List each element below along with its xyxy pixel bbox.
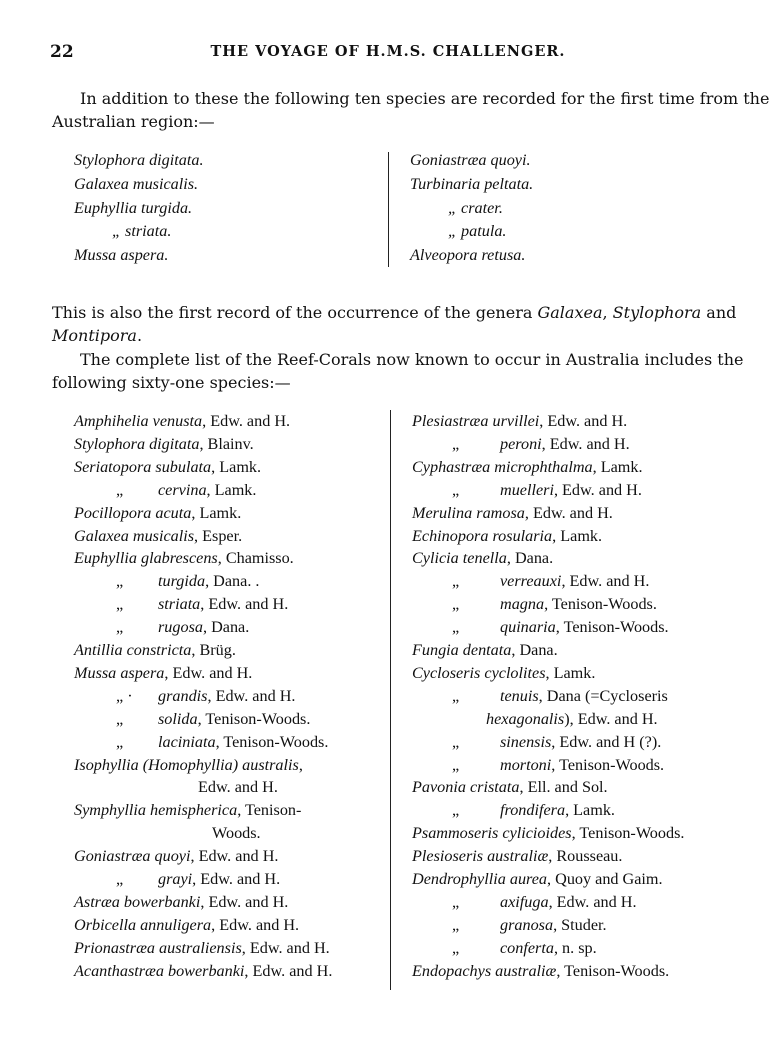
ditto-mark: „ [452, 686, 460, 705]
species-authority: , Lamk. [592, 457, 643, 476]
species-authority: , Edw. and H. [561, 572, 650, 591]
species-name: Orbicella annuligera [74, 915, 212, 934]
species-entry: Alveopora retusa. [410, 246, 526, 265]
species-name: muelleri [500, 480, 554, 499]
species-authority: , Esper. [194, 526, 243, 545]
complete-list-intro-1: The complete list of the Reef-Corals now known to occur in Australia includes the [80, 350, 744, 369]
ditto-mark: „ [452, 480, 460, 499]
species-name: Pavonia cristata [412, 778, 520, 797]
species-authority: , Tenison-Woods. [571, 824, 685, 843]
species-entry: Goniastræa quoyi. [410, 151, 531, 169]
ditto-mark: „ [116, 870, 124, 888]
species-authority: , Lamk. [211, 457, 262, 476]
species-authority: , Tenison- [237, 801, 302, 820]
intro-line-1: In addition to these the following ten species are recorded for the first time from the [80, 89, 770, 108]
species-authority: , Edw. and H. [207, 686, 296, 705]
species-name: sinensis [500, 732, 552, 751]
species-name: hexagonalis [486, 709, 565, 728]
species-authority: , Edw. and H. [200, 892, 289, 911]
species-authority: , Brüg. [191, 641, 236, 659]
species-name: peroni [500, 434, 542, 453]
ditto-mark: „ [452, 915, 460, 934]
species-authority: , Tenison-Woods. [551, 755, 665, 774]
species-authority: , Edw. and H (?). [551, 732, 662, 751]
species-authority: , Edw. and H. [202, 412, 291, 430]
species-authority: , Edw. and H. [244, 961, 333, 980]
genera-comma: , [602, 303, 613, 322]
species-name: solida [158, 709, 198, 728]
species-name: Plesiastræa urvillei [412, 412, 540, 430]
species-authority: , Blainv. [199, 434, 254, 453]
species-name: Stylophora digitata [74, 434, 200, 453]
species-entry: Stylophora digitata. [74, 151, 204, 169]
intro-line-2: Australian region:— [52, 112, 215, 131]
species-name: Cylicia tenella [412, 549, 507, 568]
species-authority: , Tenison-Woods. [544, 595, 657, 614]
species-name: Endopachys australiæ [412, 961, 557, 980]
genus-stylophora: Stylophora [612, 303, 702, 322]
species-authority: , Tenison-Woods. [555, 618, 669, 637]
species-name: turgida [158, 572, 206, 591]
species-entry: Euphyllia turgida. [74, 198, 193, 217]
ditto-mark: „ · [116, 686, 133, 705]
species-authority: , Dana. [506, 549, 554, 568]
species-authority: , Lamk. [545, 663, 596, 682]
species-name: verreauxi [500, 572, 562, 591]
species-name: Symphyllia hemispherica [74, 801, 238, 820]
species-authority: , Edw. and H. [524, 503, 613, 522]
ditto-mark: „ [116, 709, 124, 728]
genus-montipora: Montipora [52, 326, 137, 345]
species-name: granosa [500, 915, 554, 934]
species-name: Seriatopora subulata [74, 457, 212, 476]
species-name: laciniata [158, 732, 216, 751]
genera-and: and [701, 303, 737, 322]
species-entry: „ crater. [448, 198, 503, 217]
species-authority: , Studer. [553, 915, 607, 934]
ditto-mark: „ [452, 595, 460, 614]
species-name: Plesioseris australiæ [412, 847, 549, 866]
species-entry: Turbinaria peltata. [410, 174, 534, 193]
ditto-mark: „ [452, 618, 460, 637]
species-entry: Galaxea musicalis. [74, 174, 199, 193]
species-authority: , Lamk. [206, 480, 257, 499]
ditto-mark: „ [452, 732, 460, 751]
species-authority: , Edw. and H. [164, 663, 253, 682]
species-name: Dendrophyllia aurea [412, 870, 548, 888]
species-name: cervina [158, 480, 207, 499]
species-authority: ), Edw. and H. [564, 709, 658, 728]
first-list-divider [388, 152, 389, 267]
species-name: axifuga [500, 892, 549, 911]
species-authority: , Tenison-Woods. [215, 732, 329, 751]
species-name: Astræa bowerbanki [74, 892, 201, 911]
species-name: Amphihelia venusta [74, 412, 203, 430]
genus-galaxea: Galaxea [537, 303, 603, 322]
species-name: Cycloseris cyclolites [412, 663, 546, 682]
species-name: Isophyllia (Homophyllia) australis [74, 755, 299, 774]
species-name: grayi [158, 870, 193, 888]
ditto-mark: „ [116, 480, 124, 499]
ditto-mark: „ [452, 434, 460, 453]
species-authority: , Rousseau. [548, 847, 623, 866]
ditto-mark: „ [116, 732, 124, 751]
ditto-mark: „ [452, 892, 460, 911]
ditto-mark: „ [116, 618, 124, 637]
species-entry: Mussa aspera. [74, 246, 169, 265]
ditto-mark: „ [452, 938, 460, 957]
species-name: magna [500, 595, 545, 614]
species-authority: , Edw. and H. [541, 434, 630, 453]
species-name: Acanthastræa bowerbanki [74, 961, 245, 980]
species-list-divider [390, 410, 391, 990]
species-authority: , Edw. and H. [548, 892, 637, 911]
species-name: Cyphastræa microphthalma [412, 457, 593, 476]
species-authority: , Edw. and H. [190, 847, 279, 866]
running-title: THE VOYAGE OF H.M.S. CHALLENGER. [210, 43, 566, 60]
species-name: frondifera [500, 801, 566, 820]
genera-period: . [136, 326, 143, 345]
species-authority: Edw. and H. [198, 778, 278, 797]
species-authority: , Edw. and H. [211, 915, 300, 934]
species-authority: , Chamisso. [217, 549, 294, 568]
species-name: quinaria [500, 618, 556, 637]
species-authority: , Tenison-Woods. [556, 961, 670, 980]
species-name: Prionastræa australiensis [74, 938, 242, 957]
species-name: Goniastræa quoyi [74, 847, 191, 866]
species-authority: , Dana. [202, 618, 250, 637]
genera-note-line-2 [52, 324, 142, 347]
genera-note-text: This is also the first record of the occurrence of the genera [52, 303, 538, 322]
species-authority: , Edw. and H. [553, 480, 642, 499]
complete-list-intro-2: following sixty-one species:— [52, 373, 291, 392]
species-name: Merulina ramosa [412, 503, 525, 522]
species-name: striata [158, 595, 201, 614]
species-authority: , Edw. and H. [192, 870, 281, 888]
species-authority: , Dana. . [205, 572, 260, 591]
species-name: Mussa aspera [74, 663, 165, 682]
species-authority: , Dana. [511, 641, 558, 659]
species-name: mortoni [500, 755, 552, 774]
species-name: Psammoseris cylicioides [412, 824, 572, 843]
species-name: Pocillopora acuta [74, 503, 192, 522]
species-authority: Woods. [212, 824, 261, 843]
ditto-mark: „ [452, 572, 460, 591]
species-entry: „ striata. [112, 222, 172, 241]
species-authority: , n. sp. [553, 938, 597, 957]
ditto-mark: „ [452, 755, 460, 774]
species-authority: , [298, 755, 303, 774]
genera-note-line-1 [52, 301, 736, 324]
species-name: Echinopora rosularia [412, 526, 553, 545]
ditto-mark: „ [116, 572, 124, 591]
species-name: tenuis [500, 686, 539, 705]
species-name: grandis [158, 686, 208, 705]
species-name: conferta [500, 938, 554, 957]
species-name: Galaxea musicalis [74, 526, 195, 545]
species-entry: „ patula. [448, 222, 507, 241]
species-authority: , Lamk. [552, 526, 603, 545]
page-number: 22 [50, 42, 74, 62]
species-authority: , Dana (=Cycloseris [538, 686, 668, 705]
species-authority: , Ell. and Sol. [519, 778, 608, 797]
species-authority: , Edw. and H. [241, 938, 330, 957]
species-authority: , Tenison-Woods. [197, 709, 311, 728]
species-authority: , Quoy and Gaim. [547, 870, 663, 888]
species-name: Euphyllia glabrescens [74, 549, 218, 568]
species-authority: , Lamk. [565, 801, 615, 820]
species-authority: , Edw. and H. [200, 595, 289, 614]
ditto-mark: „ [452, 801, 460, 820]
species-name: rugosa [158, 618, 203, 637]
species-authority: , Edw. and H. [539, 412, 628, 430]
species-name: Fungia dentata [412, 641, 512, 659]
species-authority: , Lamk. [191, 503, 242, 522]
ditto-mark: „ [116, 595, 124, 614]
species-name: Antillia constricta [74, 641, 192, 659]
